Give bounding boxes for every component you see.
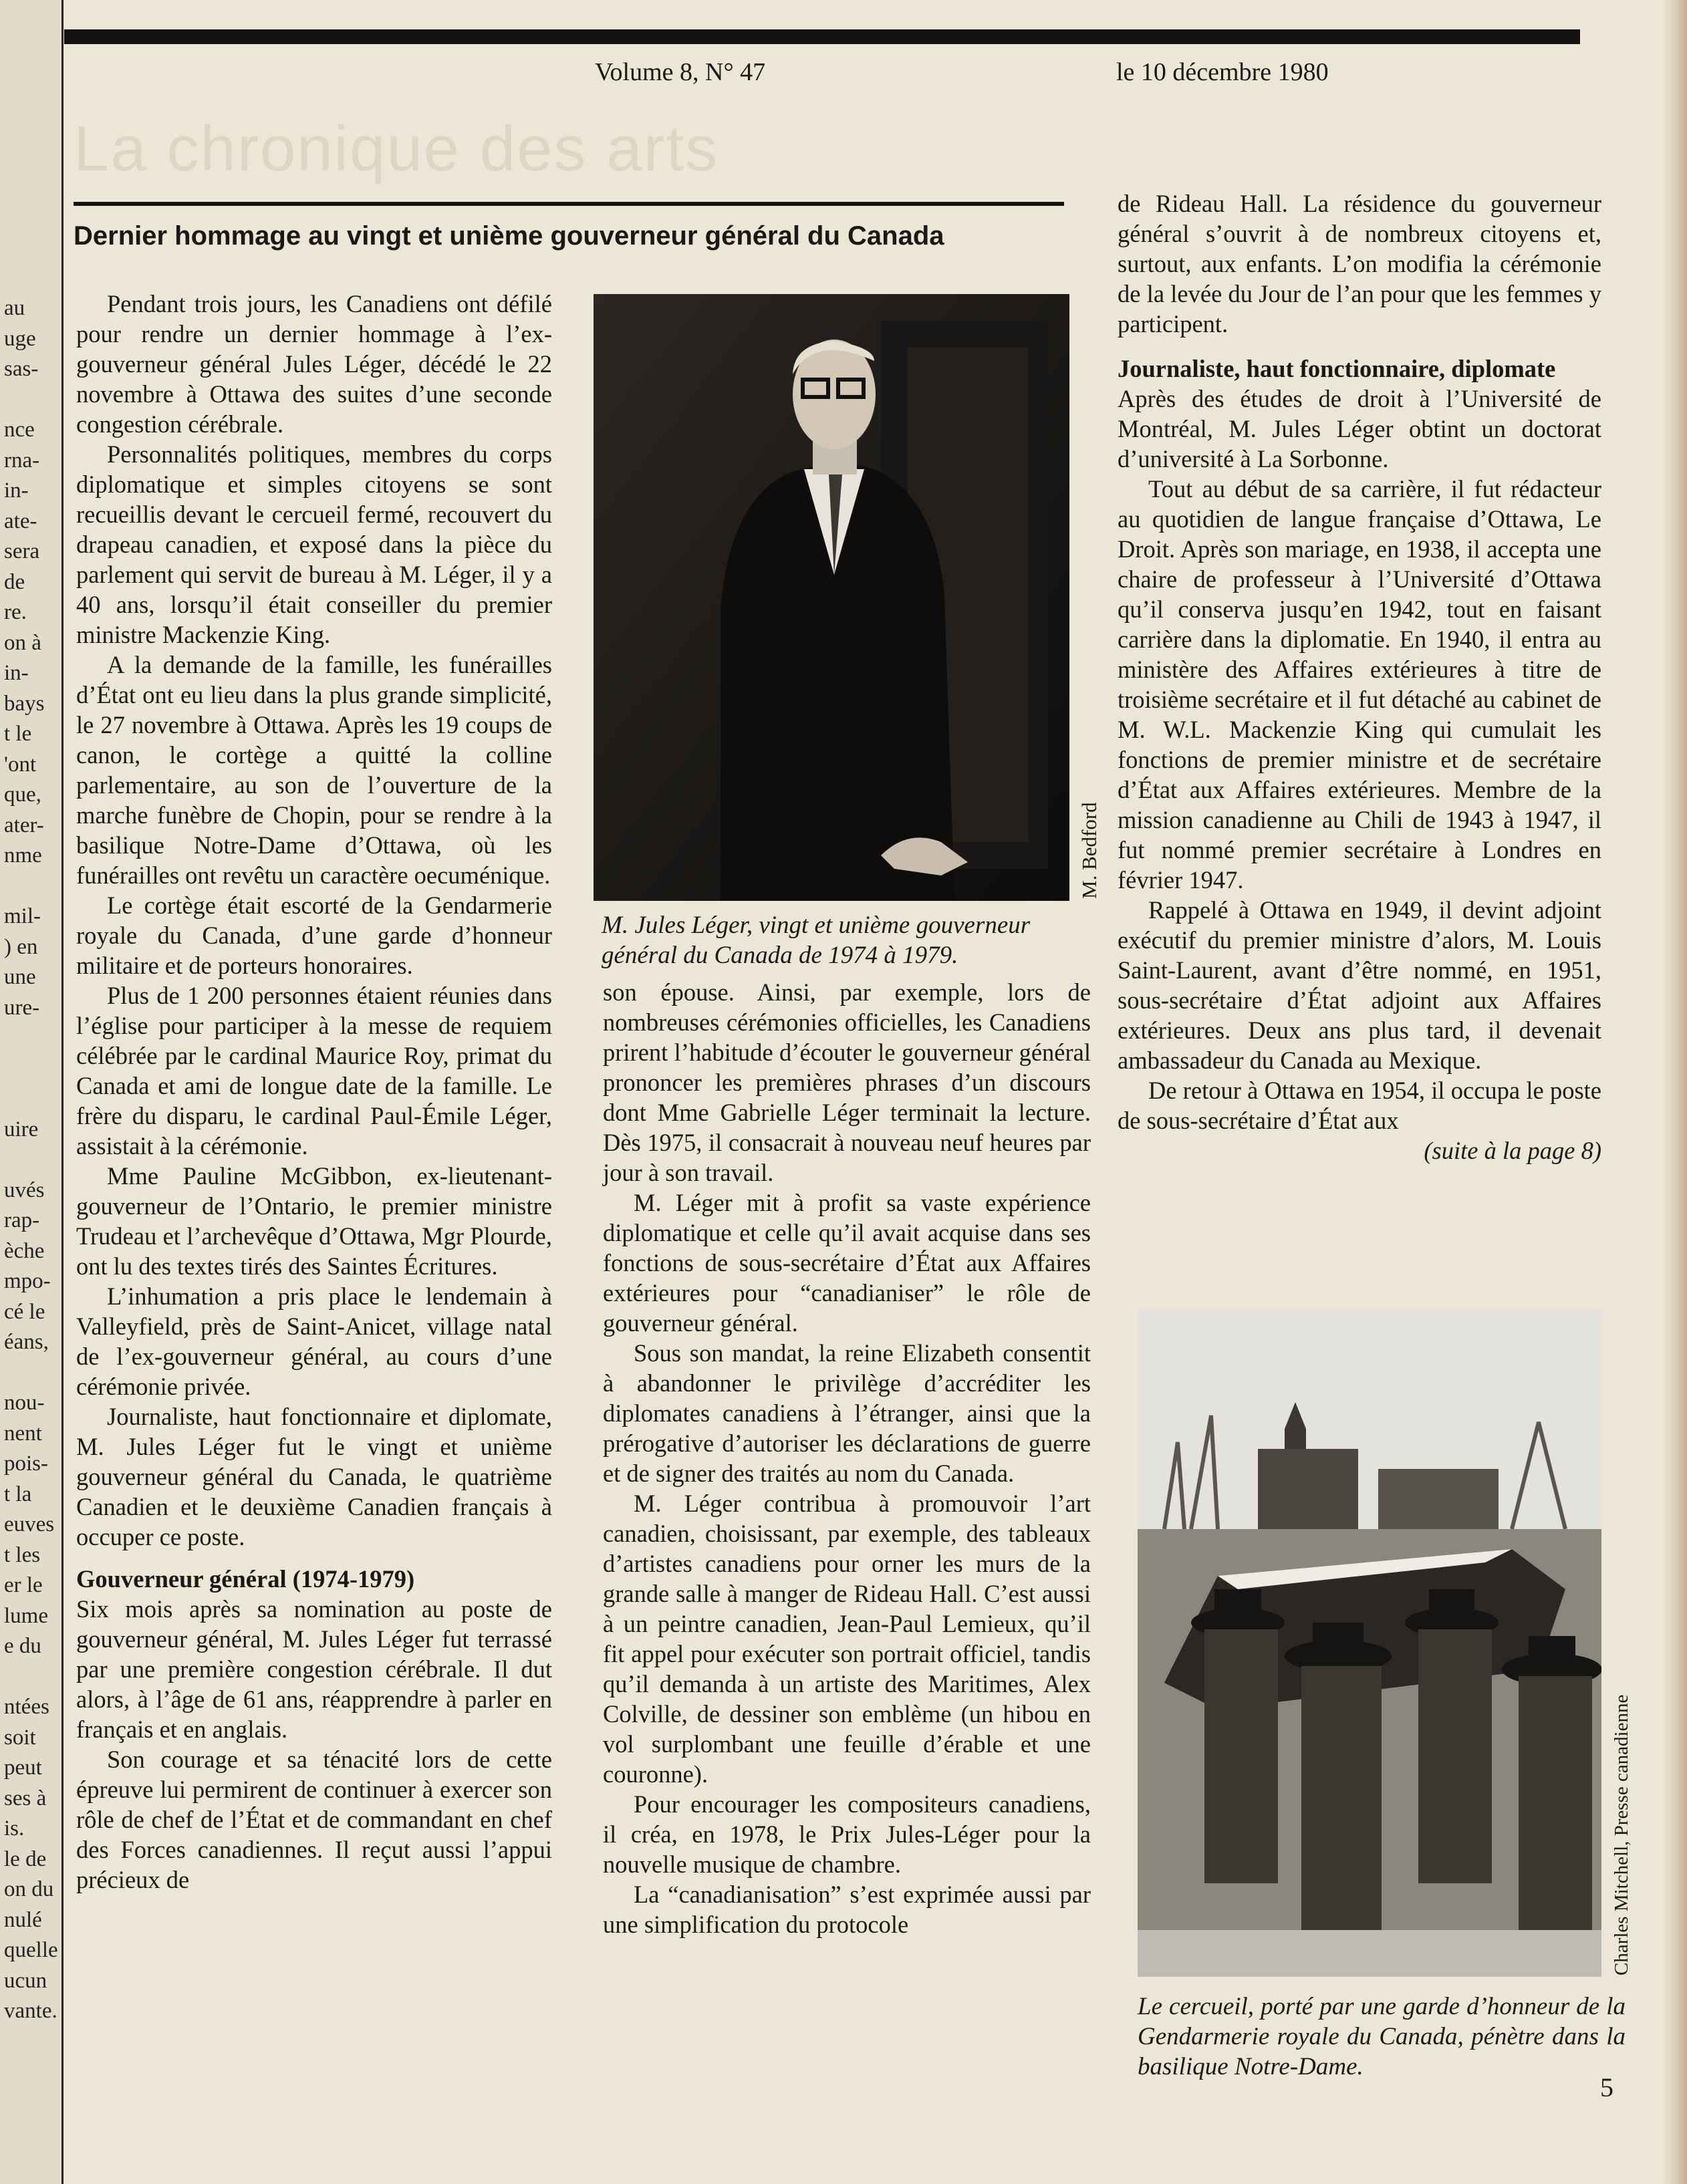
- previous-page-fragment: une: [4, 965, 36, 989]
- previous-page-fragment: peut: [4, 1756, 42, 1780]
- headline-rule: [74, 202, 1064, 206]
- previous-page-fragment: pois-: [4, 1452, 48, 1476]
- column-1-paragraph-2: Personnalités politiques, membres du corps diplomatique et simples citoyens se sont recueillis devant le cercueil fermé, recouvert du drapeau canadien, et exposé dans la pièce du parlement qui servit de bureau à M. Léger, il y a 40 ans, lorsqu’il était conseiller du premier ministre Mackenzie King.: [76, 440, 552, 648]
- column-3-sub-first-paragraph: Après des études de droit à l’Université de Montréal, M. Jules Léger obtint un doctorat d’université à La Sorbonne.: [1118, 385, 1601, 472]
- previous-page-fragment: t la: [4, 1482, 32, 1506]
- previous-page-fragment: sera: [4, 539, 40, 563]
- previous-page-fragment: er le: [4, 1573, 43, 1597]
- column-2-paragraph-2: Sous son mandat, la reine Elizabeth consentit à abandonner le privilège d’accréditer les diplomates canadiens à l’étranger, ainsi que la prérogative d’autoriser les déclarations de guerre et de signer des traités au nom du Canada.: [603, 1339, 1091, 1487]
- previous-page-fragment: on du: [4, 1877, 54, 1901]
- column-1-paragraph-3: A la demande de la famille, les funérailles d’État ont eu lieu dans la plus grande simplicité, le 27 novembre à Ottawa. Après les 19 coups de canon, le cortège a quitté la colline parlementaire, au son de l’ouverture de la marche funèbre de Chopin, pour se rendre à la basilique Notre-Dame d’Ottawa, où les funérailles ont revêtu un caractère oecuménique.: [76, 651, 552, 889]
- previous-page-fragment: quelle: [4, 1938, 58, 1962]
- column-1-after-paragraph-1: Six mois après sa nomination au poste de gouverneur général, M. Jules Léger fut terrassé par une première congestion cérébrale. Il dut alors, à l’âge de 61 ans, réapprendre à parler en français et en anglais.: [76, 1595, 552, 1743]
- previous-page-fragment: in-: [4, 661, 29, 685]
- page-right-edge: [1660, 0, 1687, 2184]
- column-1-paragraph-5: Plus de 1 200 personnes étaient réunies dans l’église pour participer à la messe de requiem célébrée par le cardinal Maurice Roy, primat du Canada et ami de longue date de la famille. Le frère du disparu, le cardinal Paul-Émile Léger, assistait à la cérémonie.: [76, 982, 552, 1159]
- previous-page-fragment: nme: [4, 843, 42, 867]
- previous-page-fragment: ucun: [4, 1968, 47, 1993]
- column-2-first-paragraph: son épouse. Ainsi, par exemple, lors de nombreuses cérémonies officielles, les Canadiens prirent l’habitude d’écouter le gouverneur général prononcer les premières phrases d’un discours dont Mme Gabrielle Léger terminait la lecture. Dès 1975, il consacrait à nouveau neuf heures par jour à son travail.: [603, 978, 1091, 1186]
- previous-page-fragment: nce: [4, 418, 35, 442]
- portrait-image: [594, 294, 1069, 901]
- previous-page-fragment: uire: [4, 1117, 39, 1141]
- funeral-caption: Le cercueil, porté par une garde d’honneur de la Gendarmerie royale du Canada, pénètre dans la basilique Notre-Dame.: [1138, 1993, 1626, 2080]
- faded-section-title: La chronique des arts: [74, 113, 719, 184]
- column-1-paragraph-1: Pendant trois jours, les Canadiens ont défilé pour rendre un dernier hommage à l’ex-gouverneur général Jules Léger, décédé le 22 novembre à Ottawa des suites d’une seconde congestion cérébrale.: [76, 290, 552, 438]
- previous-page-fragment: èche: [4, 1238, 45, 1263]
- funeral-photo: [1138, 1309, 1601, 1977]
- portrait-caption: M. Jules Léger, vingt et unième gouverneur général du Canada de 1974 à 1979.: [602, 912, 1031, 969]
- previous-page-fragment: de: [4, 569, 25, 594]
- column-3-paragraph-1: Tout au début de sa carrière, il fut rédacteur au quotidien de langue française d’Ottawa, Le Droit. Après son mariage, en 1938, il accepta une chaire de professeur à l’Université d’Ottawa qu’il conserva jusqu’en 1942, tout en faisant carrière dans la diplomatie. En 1940, il entra au ministère des Affaires extérieures à titre de troisième secrétaire et il fut détaché au cabinet de M. W.L. Mackenzie King qui cumulait les fonctions de premier ministre et de secrétaire d’État aux Affaires extérieures. Membre de la mission canadienne au Chili de 1943 à 1947, il fut nommé premier secrétaire à Londres en février 1947.: [1118, 475, 1601, 894]
- previous-page-fragment: cé le: [4, 1299, 45, 1324]
- previous-page-fragment: in-: [4, 479, 29, 503]
- previous-page-fragment: sas-: [4, 357, 39, 381]
- previous-page-fragment: ater-: [4, 813, 44, 837]
- previous-page-fragment: ntées: [4, 1695, 49, 1719]
- column-1-paragraphs: [76, 289, 552, 1552]
- previous-page-fragment: uvés: [4, 1178, 45, 1202]
- column-2-paragraph-4: Pour encourager les compositeurs canadiens, il créa, en 1978, le Prix Jules-Léger pour la nouvelle musique de chambre.: [603, 1790, 1091, 1878]
- article-column-1: [76, 289, 552, 1895]
- column-2-paragraph-3: M. Léger contribua à promouvoir l’art canadien, choisissant, par exemple, des tableaux d’artistes canadiens pour orner les murs de la grande salle à manger de Rideau Hall. C’est aussi à un peintre canadien, Jean-Paul Lemieux, qu’il fit appel pour exécuter son portrait officiel, tandis qu’il demanda à un artiste des Maritimes, Alex Colville, de dessiner son emblème (un hibou en vol surplombant une feuille d’érable et une couronne).: [603, 1490, 1091, 1788]
- previous-page-fragment: re.: [4, 600, 27, 624]
- previous-page-fragment: bays: [4, 691, 45, 716]
- previous-page-fragment: 'ont: [4, 752, 37, 777]
- column-2-paragraph-1: M. Léger mit à profit sa vaste expérience diplomatique et celle qu’il avait acquise dans ses fonctions de sous-secrétaire d’État aux Affaires extérieures pour “canadianiser” le rôle de gouverneur général.: [603, 1189, 1091, 1337]
- previous-page-fragment: is.: [4, 1816, 25, 1840]
- previous-page-fragment: que,: [4, 783, 41, 807]
- previous-page-fragment: ) en: [4, 934, 38, 959]
- previous-page-fragment: rap-: [4, 1208, 40, 1232]
- subhead-journaliste: Journaliste, haut fonctionnaire, diplomate: [1118, 355, 1556, 382]
- previous-page-fragment: nent: [4, 1421, 42, 1446]
- article-column-3: [1118, 188, 1601, 1166]
- previous-page-fragment: euves: [4, 1512, 55, 1536]
- previous-page-fragment: le de: [4, 1847, 47, 1871]
- column-1-paragraph-6: Mme Pauline McGibbon, ex-lieutenant-gouverneur de l’Ontario, le premier ministre Trudeau et l’archevêque d’Ottawa, Mgr Plourde, ont lu des textes tirés des Saintes Écritures.: [76, 1162, 552, 1280]
- column-1-after-paragraph-2: Son courage et sa ténacité lors de cette épreuve lui permirent de continuer à exercer son rôle de chef de l’État et de commandant en chef des Forces canadiennes. Il reçut aussi l’appui précieux de: [76, 1746, 552, 1893]
- article-column-2: [603, 977, 1091, 1939]
- previous-page-fragment: au: [4, 296, 25, 320]
- column-1-after-paragraphs: [76, 1594, 552, 1895]
- previous-page-fragment: ure-: [4, 995, 40, 1020]
- previous-page-fragment: vante.: [4, 1999, 57, 2023]
- column-2-paragraphs: [603, 1188, 1091, 1939]
- column-1-paragraph-4: Le cortège était escorté de la Gendarmerie royale du Canada, d’une garde d’honneur militaire et de porteurs honoraires.: [76, 892, 552, 979]
- previous-page-fragment: t les: [4, 1542, 41, 1567]
- previous-page-fragment: nulé: [4, 1907, 42, 1932]
- previous-page-fragment: mpo-: [4, 1269, 51, 1293]
- column-1-paragraph-8: Journaliste, haut fonctionnaire et diplomate, M. Jules Léger fut le vingt et unième gouverneur général du Canada, le quatrième Canadien et le deuxième Canadien français à occuper ce poste.: [76, 1403, 552, 1550]
- column-3-paragraphs: [1118, 474, 1601, 1135]
- column-1-paragraph-7: L’inhumation a pris place le lendemain à Valleyfield, près de Saint-Anicet, village natal de l’ex-gouverneur général, au cours d’une cérémonie privée.: [76, 1282, 552, 1400]
- funeral-photo-credit: Charles Mitchell, Presse canadienne: [1611, 1694, 1632, 1975]
- funeral-image: [1138, 1309, 1601, 1977]
- portrait-credit: M. Bedford: [1077, 802, 1101, 899]
- issue-volume: Volume 8, N° 47: [595, 58, 766, 86]
- column-3-paragraph-3: De retour à Ottawa en 1954, il occupa le poste de sous-secrétaire d’État aux: [1118, 1077, 1601, 1134]
- previous-page-fragment: lume: [4, 1603, 48, 1628]
- continued-line: (suite à la page 8): [1424, 1137, 1601, 1164]
- previous-page-fragment: on à: [4, 630, 41, 655]
- issue-date: le 10 décembre 1980: [1116, 58, 1329, 86]
- previous-page-fragment: ate-: [4, 509, 37, 533]
- previous-page-fragment: ses à: [4, 1786, 47, 1810]
- previous-page-edge: [0, 0, 63, 2184]
- previous-page-fragment: uge: [4, 326, 36, 351]
- article-headline: Dernier hommage au vingt et unième gouverneur général du Canada: [74, 221, 944, 251]
- column-3-paragraph-2: Rappelé à Ottawa en 1949, il devint adjoint exécutif du premier ministre d’alors, M. Louis Saint-Laurent, avant d’être nommé, en 1951, sous-secrétaire d’État adjoint aux Affaires extérieures. Deux ans plus tard, il devenait ambassadeur du Canada au Mexique.: [1118, 896, 1601, 1074]
- top-rule: [64, 29, 1580, 44]
- previous-page-fragment: mil-: [4, 904, 41, 928]
- previous-page-fragment: nou-: [4, 1391, 45, 1415]
- column-3-first-paragraph: de Rideau Hall. La résidence du gouverneur général s’ouvrit à de nombreux citoyens et, surtout, aux enfants. L’on modifia la cérémonie de la levée du Jour de l’an pour que les femmes y participent.: [1118, 190, 1601, 337]
- previous-page-fragment: éans,: [4, 1330, 49, 1354]
- portrait-photo: [594, 294, 1069, 901]
- subhead-gouverneur: Gouverneur général (1974-1979): [76, 1565, 415, 1593]
- previous-page-fragment: soit: [4, 1725, 36, 1750]
- previous-page-fragment: e du: [4, 1634, 41, 1658]
- previous-page-fragment: t le: [4, 722, 32, 746]
- previous-page-fragment: rna-: [4, 448, 40, 472]
- page-number: 5: [1600, 2072, 1613, 2102]
- column-2-paragraph-5: La “canadianisation” s’est exprimée aussi par une simplification du protocole: [603, 1881, 1091, 1938]
